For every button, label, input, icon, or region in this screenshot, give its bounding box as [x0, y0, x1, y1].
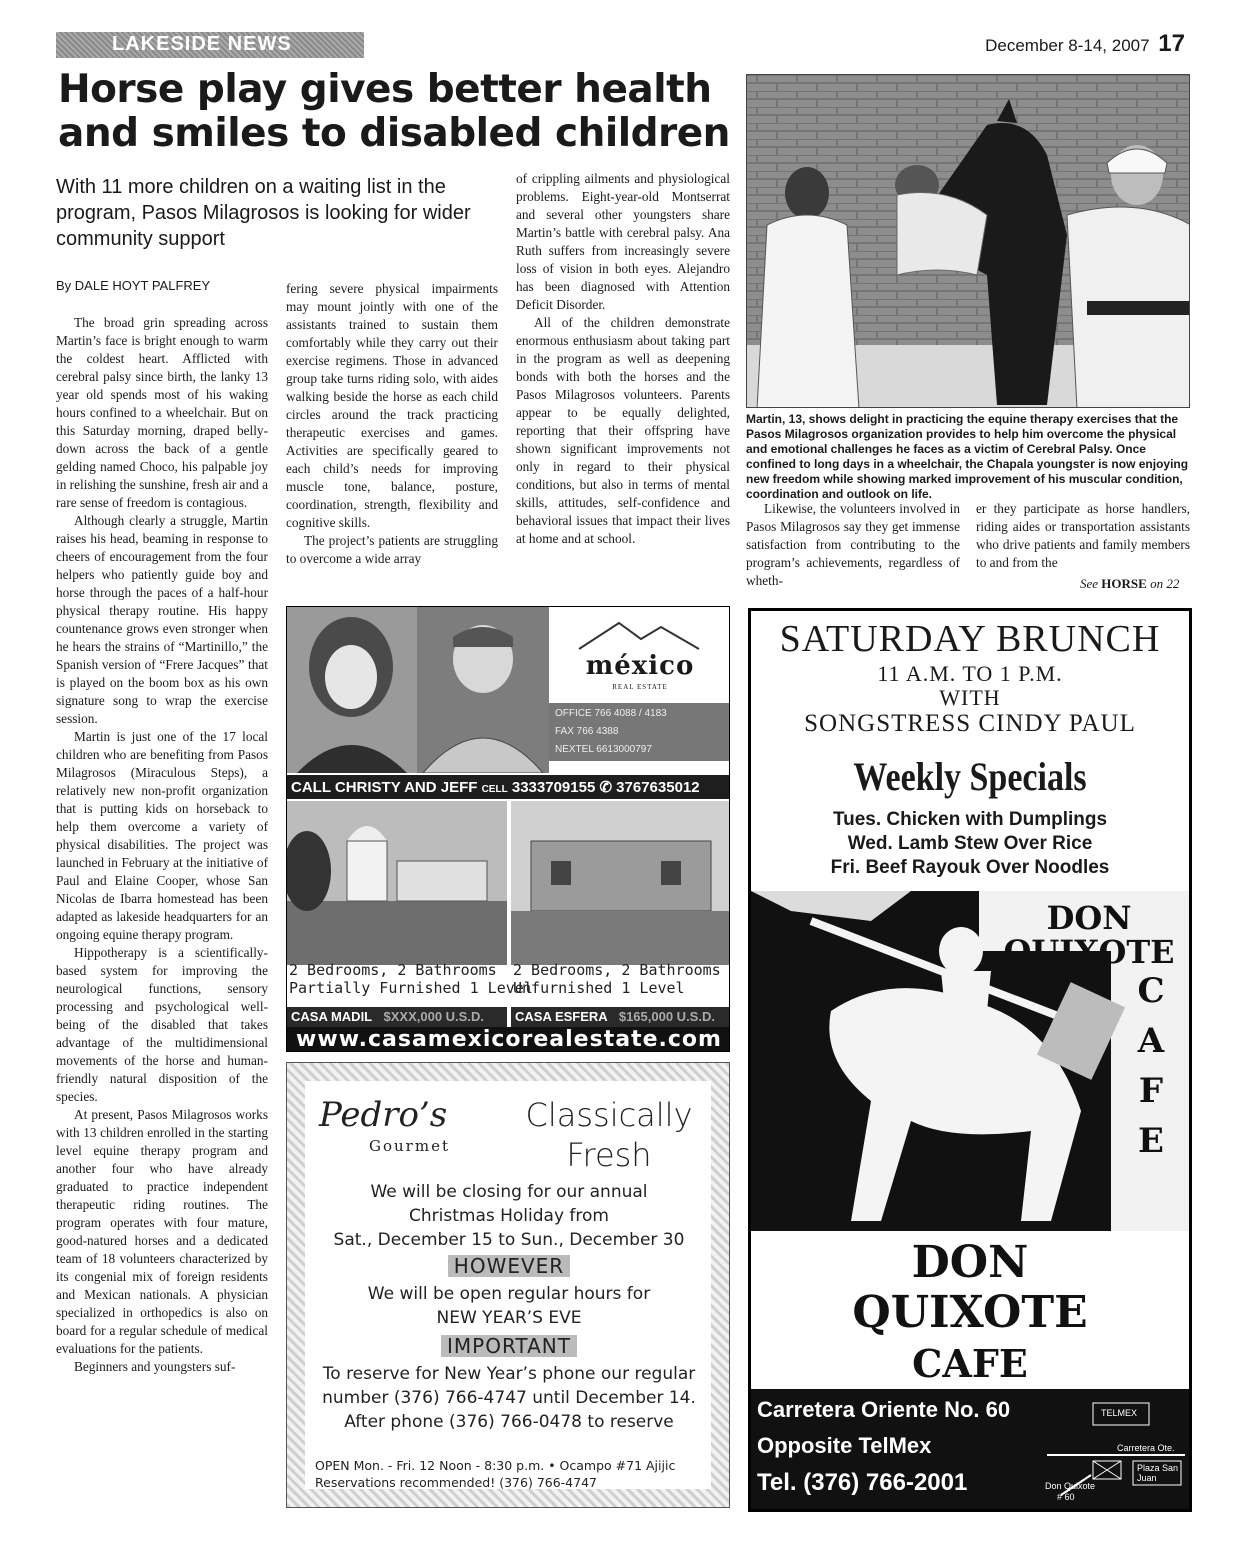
big-name-line-3: CAFE [912, 1341, 1028, 1386]
headline [58, 68, 738, 156]
casa-mexico-logo [549, 609, 729, 769]
house1-details [289, 961, 533, 997]
logo-subtitle: REAL ESTATE [612, 683, 668, 691]
house-photo-esfera [511, 801, 730, 965]
house2-furnishing: Unfurnished 1 Level [513, 979, 685, 997]
issue-date-line [985, 30, 1185, 58]
house2-price-bar [511, 1007, 730, 1027]
article-column-2 [286, 280, 498, 592]
brunch-with: WITH [939, 685, 1001, 710]
cell-label: CELL [481, 784, 508, 795]
special-tuesday: Tues. Chicken with Dumplings [832, 809, 1108, 830]
brunch-performer: SONGSTRESS CINDY PAUL [804, 710, 1136, 737]
illustration-name [989, 901, 1189, 969]
new-years-eve: NEW YEAR’S EVE [436, 1308, 582, 1328]
reserve-notice: To reserve for New Year’s phone our regular [322, 1364, 696, 1384]
paragraph: All of the children demonstrate enormous enthusiasm about taking part in the program as well as deepening bonds with both the horses and the Pasos Milagrosos volunteers. Parents appear to be equally delighted, reporting that their offspring have shown significant improvements not only in regard to their physical conditions, but also in terms of mental skills, attitudes, self-confidence and behavioral issues that impact their lives at home and at school. [516, 315, 730, 546]
headline-line-2: and smiles to disabled children [58, 111, 730, 156]
reserve-number: number (376) 766-4747 until December 14. [322, 1388, 696, 1408]
don-quixote-ad [748, 608, 1192, 1512]
article-column-4 [746, 500, 960, 592]
slogan-line-2: Fresh [566, 1136, 652, 1174]
mountain-logo-icon [549, 613, 729, 653]
headline-line-1: Horse play gives better health [58, 67, 712, 112]
hours-address: OPEN Mon. - Fri. 12 Noon - 8:30 p.m. • Ocampo #71 Ajijic [315, 1458, 676, 1473]
agent-photo-christy [287, 607, 417, 773]
house2-price: $165,000 U.S.D. [618, 1009, 715, 1024]
issue-date: December 8-14, 2007 [985, 36, 1150, 55]
cafe-letter-a: A [1137, 1021, 1165, 1061]
continuation-jump[interactable] [1080, 576, 1179, 592]
pedros-gourmet-ad [286, 1062, 730, 1508]
article-column-5 [976, 500, 1190, 576]
slogan-line-1: Classically [525, 1096, 693, 1134]
call-text: CALL CHRISTY AND JEFF [291, 779, 478, 796]
house2-rooms: 2 Bedrooms, 2 Bathrooms [513, 961, 721, 979]
jump-prefix: See [1080, 576, 1099, 591]
office-phone: OFFICE 766 4088 / 4183 [555, 708, 667, 719]
map-number-label: # 60 [1057, 1492, 1075, 1502]
house2-details [513, 961, 721, 997]
paragraph: Likewise, the volunteers involved in Pasos Milagrosos say they get immense satisfaction from contributing to the program’s achievements, regardless of wheth- [746, 501, 960, 588]
important-heading: IMPORTANT [441, 1335, 577, 1357]
house-image [287, 801, 507, 965]
house-image [511, 801, 730, 965]
house2-name: CASA ESFERA [515, 1009, 608, 1024]
house1-price-bar [287, 1007, 507, 1027]
section-tag [56, 32, 364, 58]
reserve-after: After phone (376) 766-0478 to reserve [344, 1412, 674, 1432]
paragraph: The broad grin spreading across Martin’s face is bright enough to warm the coldest heart. Afflicted with cerebral palsy since birth, the lanky 13 year old spends most of his waking hours confined to a wheelchair. But on this Saturday morning, draped belly-down across the back of a gentle gelding named Choco, his palpable joy in relishing the sunshine, fresh air and a rare sense of freedom is contagious. [56, 315, 268, 510]
fax-phone: FAX 766 4388 [555, 726, 619, 737]
paragraph: of crippling ailments and physiological problems. Eight-year-old Montserrat and several other youngsters share Martin’s battle with cerebral palsy. Ana Ruth suffers from increasingly severe loss of vision in both eyes. Alejandro has been diagnosed with Attention Deficit Disorder. [516, 171, 730, 312]
call-banner [287, 775, 730, 799]
closing-notice: We will be closing for our annual [370, 1182, 648, 1202]
section-name: LAKESIDE NEWS [112, 33, 292, 55]
contact-footer [751, 1389, 1189, 1509]
closing-holiday: Christmas Holiday from [409, 1206, 609, 1226]
cell-numbers: 3333709155 ✆ 3767635012 [511, 779, 700, 796]
man-portrait-image [417, 607, 549, 773]
horse-therapy-photo-image [747, 75, 1190, 408]
location-map [1047, 1397, 1185, 1501]
pedros-ad-content [309, 1085, 709, 1490]
jump-page: on 22 [1150, 576, 1180, 591]
big-name-line-2: QUIXOTE [852, 1287, 1088, 1338]
paragraph: The project’s patients are struggling to overcome a wide array [286, 533, 498, 566]
house-photo-madil [287, 801, 507, 965]
map-plaza-label: Plaza San Juan [1137, 1463, 1179, 1483]
article-column-1 [56, 314, 268, 1540]
special-friday: Fri. Beef Rayouk Over Noodles [830, 857, 1110, 878]
address: Carretera Oriente No. 60 [757, 1397, 1011, 1422]
house1-price: $XXX,000 U.S.D. [383, 1009, 484, 1024]
deck-subheadline: With 11 more children on a waiting list in the program, Pasos Milagrosos is looking for wider community support [56, 176, 471, 250]
special-wednesday: Wed. Lamb Stew Over Rice [847, 833, 1093, 854]
nextel-phone: NEXTEL 6613000797 [555, 744, 652, 755]
logo-name: méxico [585, 651, 695, 681]
jump-keyword: HORSE [1101, 576, 1147, 591]
big-name-line-1: DON [911, 1237, 1029, 1288]
article-column-3 [516, 170, 730, 590]
casa-mexico-ad [286, 606, 730, 1052]
cafe-letter-f: F [1138, 1071, 1164, 1111]
paragraph: fering severe physical impairments may mount jointly with one of the assistants trained to sustain them comfortably while they carry out their exercise regimens. Those in advanced group take turns riding solo, with aides walking beside the horse as each child circles around the track practicing therapeutic exercises and games. Activities are specifically geared to each child’s needs for improving muscle tone, balance, posture, coordination, strength, flexibility and cognitive skills. [286, 281, 498, 530]
woman-portrait-image [287, 607, 417, 773]
cafe-letter-c: C [1137, 971, 1165, 1011]
landmark: Opposite TelMex [757, 1433, 932, 1458]
paragraph: Beginners and youngsters suf- [74, 1359, 236, 1374]
map-telmex-label: TELMEX [1101, 1408, 1138, 1418]
illustration-name-line-1: DON [1046, 899, 1132, 937]
closing-dates: Sat., December 15 to Sun., December 30 [333, 1230, 685, 1250]
paragraph: Hippotherapy is a scientifically-based system for improving the neurological functions, sensory processing and psychological well-being of the disabled that takes advantage of the multidimensional movements of the horse and human-friendly natural disposition of the species. [56, 945, 268, 1104]
brunch-title: SATURDAY BRUNCH [779, 618, 1161, 660]
weekly-specials-title: Weekly Specials [853, 754, 1087, 799]
article-photo [746, 74, 1190, 408]
agent-photo-jeff [417, 607, 549, 773]
pedros-gourmet: Gourmet [369, 1137, 450, 1155]
paragraph: er they participate as horse handlers, riding aides or transportation assistants who drive patients and family members to and from the [976, 501, 1190, 570]
pedros-name: Pedro’s [319, 1095, 448, 1135]
cafe-letter-e: E [1138, 1121, 1164, 1161]
opening-hours [315, 1457, 707, 1491]
house1-rooms: 2 Bedrooms, 2 Bathrooms [289, 961, 497, 979]
house1-name: CASA MADIL [291, 1009, 372, 1024]
however-heading: HOWEVER [448, 1255, 570, 1277]
regular-hours-notice: We will be open regular hours for [367, 1284, 651, 1304]
phone-number[interactable]: Tel. (376) 766-2001 [757, 1469, 968, 1496]
brunch-time: 11 A.M. TO 1 P.M. [877, 661, 1063, 686]
reservations-line: Reservations recommended! (376) 766-4747 [315, 1475, 597, 1490]
pedros-slogan [519, 1095, 699, 1175]
paragraph: At present, Pasos Milagrosos works with 13 children enrolled in the starting level equine therapy program and another four who have already graduated to practice independent therapeutic riding routines. The program operates with four mature, good-natured horses and a dedicated team of 18 volunteers characterized by its congenial mix of foreign residents and Mexican nationals. A physician specialized in orthopedics is also on board for a regular schedule of medical evaluations for the patients. [56, 1107, 268, 1356]
website-url[interactable]: www.casamexicorealestate.com [287, 1027, 730, 1052]
house1-furnishing: Partially Furnished 1 Level [289, 979, 533, 997]
page-number: 17 [1158, 30, 1185, 57]
illustration-name-line-2: QUIXOTE [1003, 933, 1175, 971]
paragraph: Martin is just one of the 17 local children who are benefiting from Pasos Milagrosos (Miraculous Steps), a relatively new non-profit organization that is putting kids on horseback to help them overcome a variety of physical disabilities. The project was launched in February at the initiative of Paul and Elaine Cooper, whose San Nicolas de Ibarra homestead has been adapted as lakeside headquarters for an ongoing equine therapy program. [56, 729, 268, 942]
photo-caption: Martin, 13, shows delight in practicing the equine therapy exercises that the Pasos Milagrosos organization provides to help him overcome the physical and emotional challenges he faces as a victim of Cerebral Palsy. Once confined to long days in a wheelchair, the Chapala youngster is now enjoying new freedom while showing marked improvement of his muscular condition, coordination and outlook on life. [746, 412, 1189, 501]
map-restaurant-label: Don Quixote [1045, 1481, 1096, 1491]
office-phones [549, 703, 729, 761]
paragraph: Although clearly a struggle, Martin raises his head, beaming in response to cheers of encouragement from the four helpers who patiently guide boy and horse through the paces of a half-hour physical therapy routine. His happy countenance grows even stronger when he hears the strains of “Martinillo,” the Spanish version of “Frere Jacques” that is played on the boom box as his own signature song to wrap the exercise session. [56, 513, 268, 726]
map-road-label: Carretera Ote. [1117, 1443, 1175, 1453]
byline: By DALE HOYT PALFREY [56, 278, 211, 293]
